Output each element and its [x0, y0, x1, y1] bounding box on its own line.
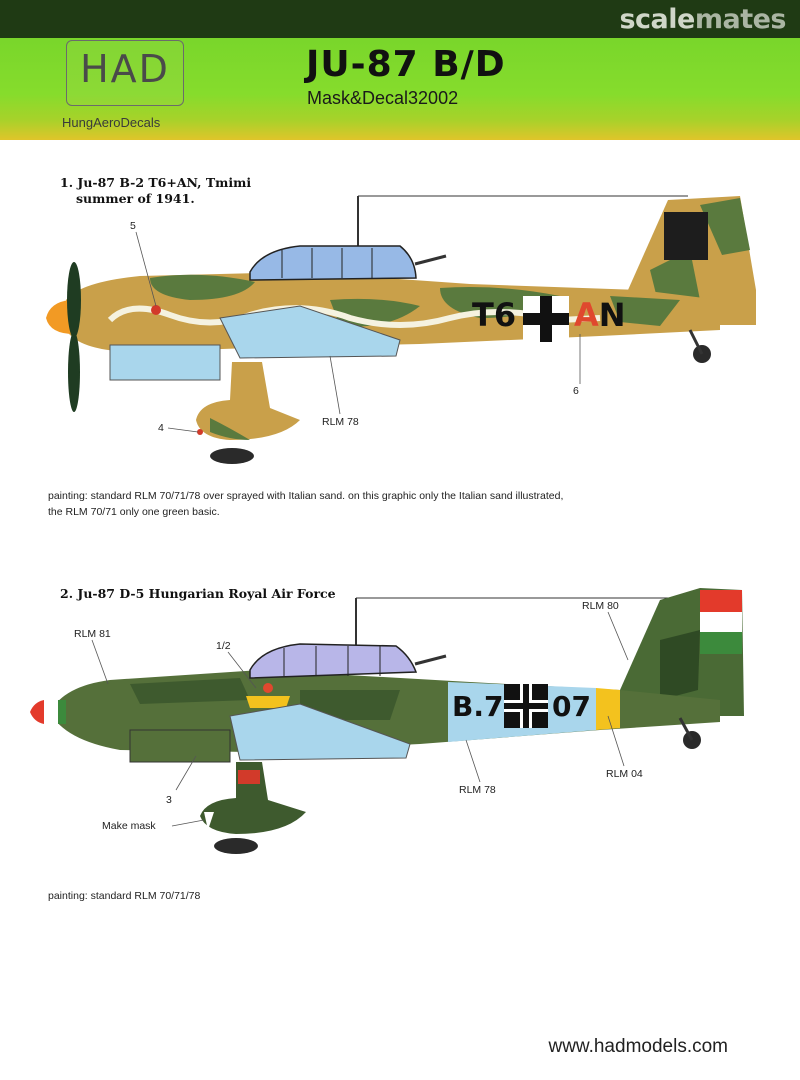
profile1-note-line2: the RLM 70/71 only one green basic. — [48, 506, 220, 518]
profile1-note-line1: painting: standard RLM 70/71/78 over sprayed with Italian sand. on this graphic only the Italian sand illustrated, — [48, 490, 564, 502]
profile1-callout-rlm78: RLM 78 — [322, 416, 359, 428]
profile1-code-left: T6 — [472, 296, 517, 334]
profile1-callout-5: 5 — [130, 220, 136, 232]
profile1-aircraft-illustration — [0, 185, 800, 475]
profile2-callout-3: 3 — [166, 794, 172, 806]
profile2-code-right: 07 — [552, 690, 591, 723]
top-strip — [0, 0, 800, 38]
profile2-callout-1-2: 1/2 — [216, 640, 231, 652]
page-title: JU-87 B/D — [306, 44, 506, 85]
profile1-painting-note — [48, 488, 563, 520]
scalemates-watermark: scalemates — [619, 4, 786, 35]
profile1-caption-line1: 1. Ju-87 B-2 T6+AN, Tmimi — [60, 175, 252, 190]
had-logo — [66, 40, 184, 106]
profile2-code-left: B.7 — [452, 690, 504, 723]
product-code: Mask&Decal32002 — [307, 88, 459, 108]
profile2-callout-rlm81: RLM 81 — [74, 628, 111, 640]
logo-subtitle: HungAeroDecals — [62, 115, 161, 130]
profile2-callout-rlm80: RLM 80 — [582, 600, 619, 612]
profile2-callout-make-mask: Make mask — [102, 820, 156, 832]
profile1-code-red-letter: A — [574, 296, 599, 334]
profile1-caption-line2: summer of 1941. — [76, 191, 195, 206]
logo-text: HAD — [80, 47, 170, 91]
profile1-code-black-letter: N — [598, 296, 626, 334]
profile2-caption: 2. Ju-87 D-5 Hungarian Royal Air Force — [60, 586, 336, 601]
profile2-painting-note: painting: standard RLM 70/71/78 — [48, 890, 201, 902]
profile1-callout-4: 4 — [158, 422, 164, 434]
profile2-callout-rlm78: RLM 78 — [459, 784, 496, 796]
profile1-callout-6: 6 — [573, 385, 579, 397]
profile2-callout-rlm04: RLM 04 — [606, 768, 643, 780]
profile1-code-right — [574, 296, 626, 334]
website-url: www.hadmodels.com — [548, 1036, 728, 1057]
